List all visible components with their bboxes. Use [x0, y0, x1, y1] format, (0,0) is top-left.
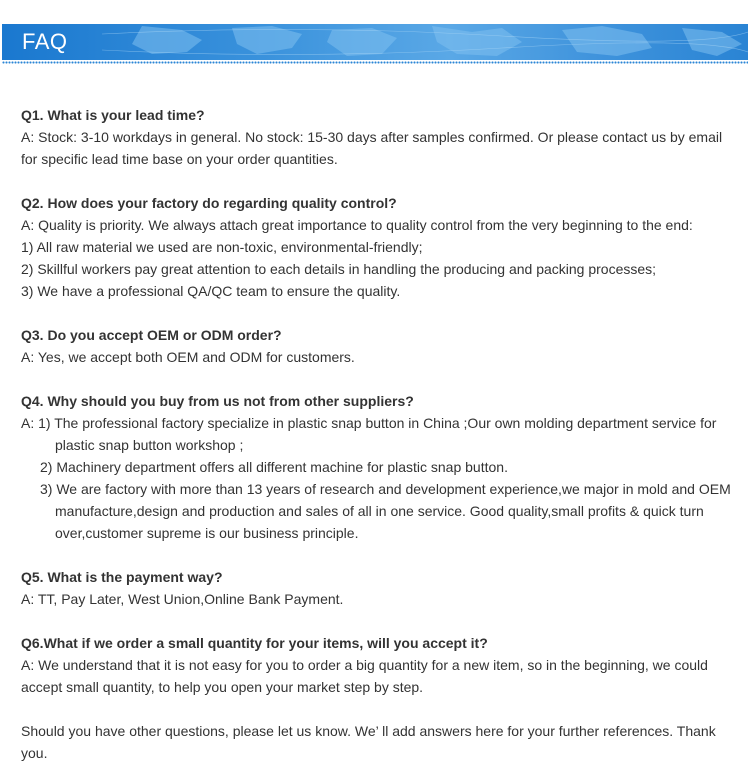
- faq-content: [21, 104, 736, 764]
- q5-answer: A: TT, Pay Later, West Union,Online Bank Payment.: [21, 591, 344, 607]
- q4-item1-line2: plastic snap button workshop ;: [55, 437, 244, 453]
- q1-answer: A: Stock: 3-10 workdays in general. No stock: 15-30 days after samples confirmed. Or please contact us by email for specific lead time base on your order quantities.: [21, 129, 723, 167]
- q4-item1-line1: A: 1) The professional factory specialize in plastic snap button in China ;Our own molding department service for: [21, 415, 717, 431]
- closing-note: Should you have other questions, please let us know. We’ ll add answers here for your further references. Thank you.: [21, 723, 716, 761]
- q4-item3-line1: 3) We are factory with more than 13 years of research and development experience,we major in mold and OEM: [40, 481, 731, 497]
- banner-title: FAQ: [22, 29, 68, 54]
- dotted-divider: [2, 61, 748, 64]
- q4-item3-line2: manufacture,design and production and sales of all in one service. Good quality,small profits & quick turn: [55, 503, 704, 519]
- q2-answer: A: Quality is priority. We always attach great importance to quality control from the very beginning to the end:: [21, 217, 693, 233]
- q2-item: 1) All raw material we used are non-toxic, environmental-friendly;: [21, 239, 423, 255]
- q4-item3-line3: over,customer supreme is our business principle.: [55, 525, 359, 541]
- q2-question: Q2. How does your factory do regarding quality control?: [21, 195, 397, 211]
- world-map-pattern: [2, 24, 748, 60]
- q1-question: Q1. What is your lead time?: [21, 107, 205, 123]
- q6-answer: A: We understand that it is not easy for you to order a big quantity for a new item, so in the beginning, we could accept small quantity, to help you open your market step by step.: [21, 657, 708, 695]
- q4-item2: 2) Machinery department offers all different machine for plastic snap button.: [40, 459, 508, 475]
- faq-banner: [2, 24, 748, 60]
- q5-question: Q5. What is the payment way?: [21, 569, 223, 585]
- q6-question: Q6.What if we order a small quantity for your items, will you accept it?: [21, 635, 488, 651]
- q3-answer: A: Yes, we accept both OEM and ODM for customers.: [21, 349, 355, 365]
- q2-item: 2) Skillful workers pay great attention to each details in handling the producing and packing processes;: [21, 261, 657, 277]
- q3-question: Q3. Do you accept OEM or ODM order?: [21, 327, 282, 343]
- q2-item: 3) We have a professional QA/QC team to ensure the quality.: [21, 283, 401, 299]
- q4-question: Q4. Why should you buy from us not from other suppliers?: [21, 393, 414, 409]
